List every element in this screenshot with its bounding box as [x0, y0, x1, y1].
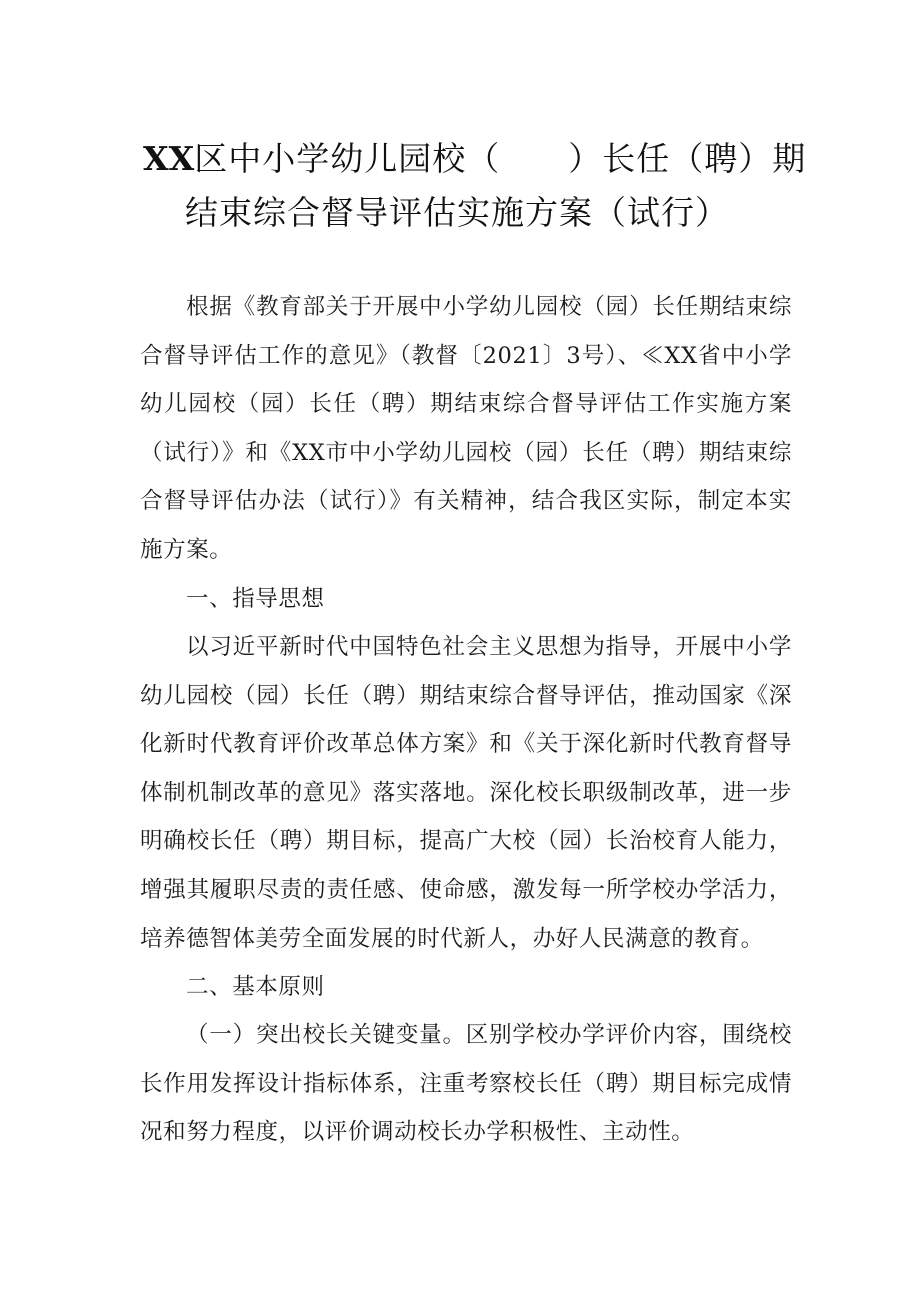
title-prefix: XX: [143, 139, 195, 178]
guiding-ideology-paragraph: 以习近平新时代中国特色社会主义思想为指导，开展中小学幼儿园校（园）长任（聘）期结束综合督导评估，推动国家《深化新时代教育评价改革总体方案》和《关于深化新时代教育督导体制机制改革的意见》落实落地。深化校长职级制改革，进一步明确校长任（聘）期目标，提高广大校（园）长治校育人能力，增强其履职尽责的责任感、使命感，激发每一所学校办学活力，培养德智体美劳全面发展的时代新人，办好人民满意的教育。: [140, 634, 792, 952]
section-heading-basic-principles: 二、基本原则: [186, 974, 325, 1000]
intro-paragraph: 根据《教育部关于开展中小学幼儿园校（园）长任期结束综合督导评估工作的意见》（教督〔2021〕3号）、≪XX省中小学幼儿园校（园）长任（聘）期结束综合督导评估工作实施方案（试行）》和《XX市中小学幼儿园校（园）长任（聘）期结束综合督导评估办法（试行）》有关精神，结合我区实际，制定本实施方案。: [140, 294, 792, 563]
document-title-line-2: 结束综合督导评估实施方案（试行）: [185, 193, 729, 232]
basic-principle-item-1: （一）突出校长关键变量。区别学校办学评价内容，围绕校长作用发挥设计指标体系，注重考察校长任（聘）期目标完成情况和努力程度，以评价调动校长办学积极性、主动性。: [140, 1022, 792, 1146]
title-line-1-text: 区中小学幼儿园校（ ）长任（聘）期: [194, 139, 807, 178]
document-title-line-1: [143, 133, 843, 180]
section-heading-guiding-ideology: 一、指导思想: [186, 586, 325, 612]
